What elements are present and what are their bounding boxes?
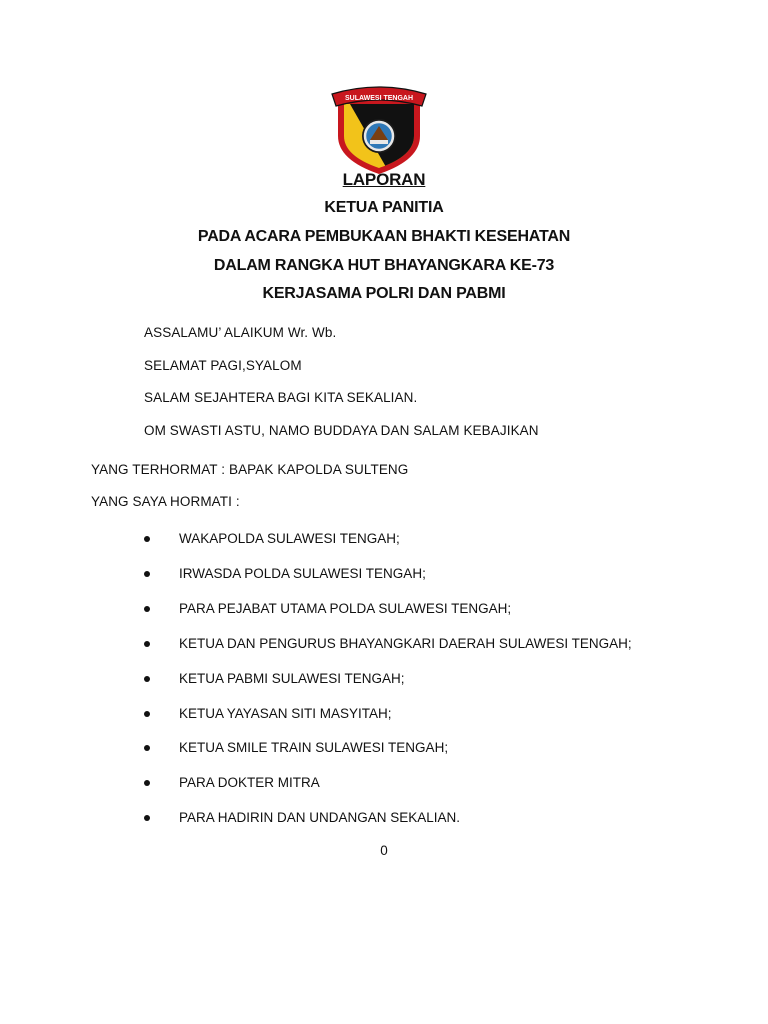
bullet-icon	[144, 536, 150, 542]
header-line-1: KETUA PANITIA	[324, 199, 444, 216]
bullet-icon	[144, 780, 150, 786]
page-number: 0	[380, 843, 388, 858]
header-line-4: KERJASAMA POLRI DAN PABMI	[262, 285, 506, 302]
honored-heading: YANG SAYA HORMATI :	[91, 494, 240, 509]
bullet-icon	[144, 606, 150, 612]
bullet-icon	[144, 815, 150, 821]
police-shield-logo	[330, 84, 428, 174]
greeting-line: ASSALAMU’ ALAIKUM Wr. Wb.	[144, 325, 337, 340]
bullet-icon	[144, 676, 150, 682]
bullet-icon	[144, 571, 150, 577]
greeting-line: OM SWASTI ASTU, NAMO BUDDAYA DAN SALAM KEBAJIKAN	[144, 423, 539, 438]
header-line-3: DALAM RANGKA HUT BHAYANGKARA KE-73	[213, 257, 555, 274]
respected-line: YANG TERHORMAT : BAPAK KAPOLDA SULTENG	[91, 462, 409, 477]
header-line-2: PADA ACARA PEMBUKAAN BHAKTI KESEHATAN	[197, 228, 571, 245]
bullet-icon	[144, 745, 150, 751]
svg-text:SULAWESI TENGAH: SULAWESI TENGAH	[344, 95, 414, 102]
greeting-line: SALAM SEJAHTERA BAGI KITA SEKALIAN.	[144, 390, 418, 405]
bullet-icon	[144, 711, 150, 717]
document-title: LAPORAN	[342, 170, 426, 189]
bullet-icon	[144, 641, 150, 647]
greeting-line: SELAMAT PAGI,SYALOM	[144, 358, 302, 373]
